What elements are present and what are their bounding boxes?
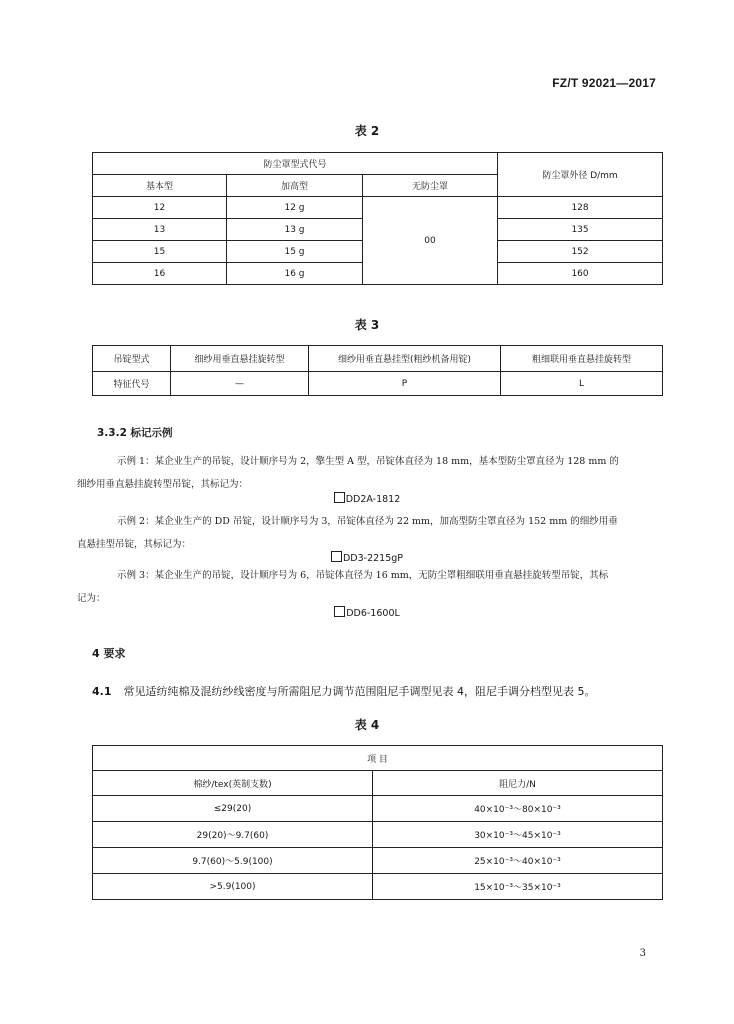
table2 xyxy=(92,152,663,285)
table2-cell: 15 xyxy=(93,241,227,263)
table2-group-header: 防尘罩型式代号 xyxy=(93,153,498,175)
section-heading-3-3-2: 3.3.2 标记示例 xyxy=(97,427,173,439)
example-1-text xyxy=(77,450,662,496)
table2-none-header: 无防尘罩 xyxy=(363,175,498,197)
table-row xyxy=(93,822,663,848)
table4 xyxy=(92,745,663,900)
table-row xyxy=(93,346,663,372)
example-2-line2: 直悬挂型吊锭，其标记为： xyxy=(77,539,192,550)
example-1-mark: DD2A-1812 xyxy=(0,492,734,505)
table2-caption: 表 2 xyxy=(354,124,380,138)
example-2-mark: DD3-2215gP xyxy=(0,551,734,564)
table-row xyxy=(93,197,663,219)
table2-cell: 13 xyxy=(93,219,227,241)
table2-cell: 152 xyxy=(498,241,663,263)
table4-cell: >5.9(100) xyxy=(93,874,373,900)
table2-cell: 13 g xyxy=(227,219,363,241)
table4-cell: 25×10⁻³～40×10⁻³ xyxy=(373,848,663,874)
table2-raised-header: 加高型 xyxy=(227,175,363,197)
table2-diameter-header: 防尘罩外径 D/mm xyxy=(498,153,663,197)
clause-number: 4.1 xyxy=(92,685,112,698)
table2-cell: 160 xyxy=(498,263,663,285)
page-number: 3 xyxy=(639,948,646,959)
table3-cell: 细纱用垂直悬挂旋转型 xyxy=(171,346,309,372)
table4-right-header: 阻尼力/N xyxy=(373,771,663,796)
table4-left-header: 棉纱/tex(英制支数) xyxy=(93,771,373,796)
table-row xyxy=(93,372,663,396)
clause-4-1 xyxy=(92,683,596,699)
table4-cell: 30×10⁻³～45×10⁻³ xyxy=(373,822,663,848)
box-glyph xyxy=(334,606,345,617)
table3-cell: — xyxy=(171,372,309,396)
table3 xyxy=(92,345,663,396)
table2-cell: 16 g xyxy=(227,263,363,285)
table3-cell: 细纱用垂直悬挂型(粗纱机备用锭) xyxy=(309,346,501,372)
table-row xyxy=(93,874,663,900)
table4-cell: ≤29(20) xyxy=(93,796,373,822)
table3-cell: L xyxy=(501,372,663,396)
table3-cell: 特征代号 xyxy=(93,372,171,396)
example-1-line1: 示例 1：某企业生产的吊锭，设计顺序号为 2，擎生型 A 型，吊锭体直径为 18 mm，基本型防尘罩直径为 128 mm 的 xyxy=(117,456,619,467)
table2-cell: 12 g xyxy=(227,197,363,219)
table3-cell: 吊锭型式 xyxy=(93,346,171,372)
table4-cell: 40×10⁻³～80×10⁻³ xyxy=(373,796,663,822)
box-glyph xyxy=(334,492,345,503)
table2-cell: 12 xyxy=(93,197,227,219)
table-row xyxy=(93,796,663,822)
table3-caption: 表 3 xyxy=(354,318,380,332)
table2-cell: 15 g xyxy=(227,241,363,263)
table2-cell: 128 xyxy=(498,197,663,219)
table4-caption: 表 4 xyxy=(354,718,380,732)
clause-text: 常见适纺纯棉及混纺纱线密度与所需阻尼力调节范围阻尼手调型见表 4，阻尼手调分档型见表 5。 xyxy=(123,685,596,698)
table4-group-header: 项 目 xyxy=(93,746,663,771)
example-3-mark: DD6-1600L xyxy=(0,606,734,619)
table2-basic-header: 基本型 xyxy=(93,175,227,197)
example-3-line2: 记为： xyxy=(77,593,106,604)
section-heading-4: 4 要求 xyxy=(92,647,126,660)
table2-cell: 135 xyxy=(498,219,663,241)
table3-cell: P xyxy=(309,372,501,396)
table3-cell: 粗细联用垂直悬挂旋转型 xyxy=(501,346,663,372)
box-glyph xyxy=(331,551,342,562)
table2-merged-none: 00 xyxy=(363,197,498,285)
table4-cell: 9.7(60)～5.9(100) xyxy=(93,848,373,874)
example-2-line1: 示例 2：某企业生产的 DD 吊锭，设计顺序号为 3，吊锭体直径为 22 mm，加高型防尘罩直径为 152 mm 的细纱用垂 xyxy=(117,516,618,527)
table2-cell: 16 xyxy=(93,263,227,285)
example-2-text xyxy=(77,510,662,556)
table4-cell: 15×10⁻³～35×10⁻³ xyxy=(373,874,663,900)
table-row xyxy=(93,848,663,874)
table4-cell: 29(20)～9.7(60) xyxy=(93,822,373,848)
example-1-line2: 细纱用垂直悬挂旋转型吊锭，其标记为： xyxy=(77,479,249,490)
example-3-line1: 示例 3：某企业生产的吊锭，设计顺序号为 6，吊锭体直径为 16 mm，无防尘罩粗细联用垂直悬挂旋转型吊锭，其标 xyxy=(117,570,609,581)
standard-code: FZ/T 92021—2017 xyxy=(552,76,656,90)
example-3-text xyxy=(77,564,662,610)
